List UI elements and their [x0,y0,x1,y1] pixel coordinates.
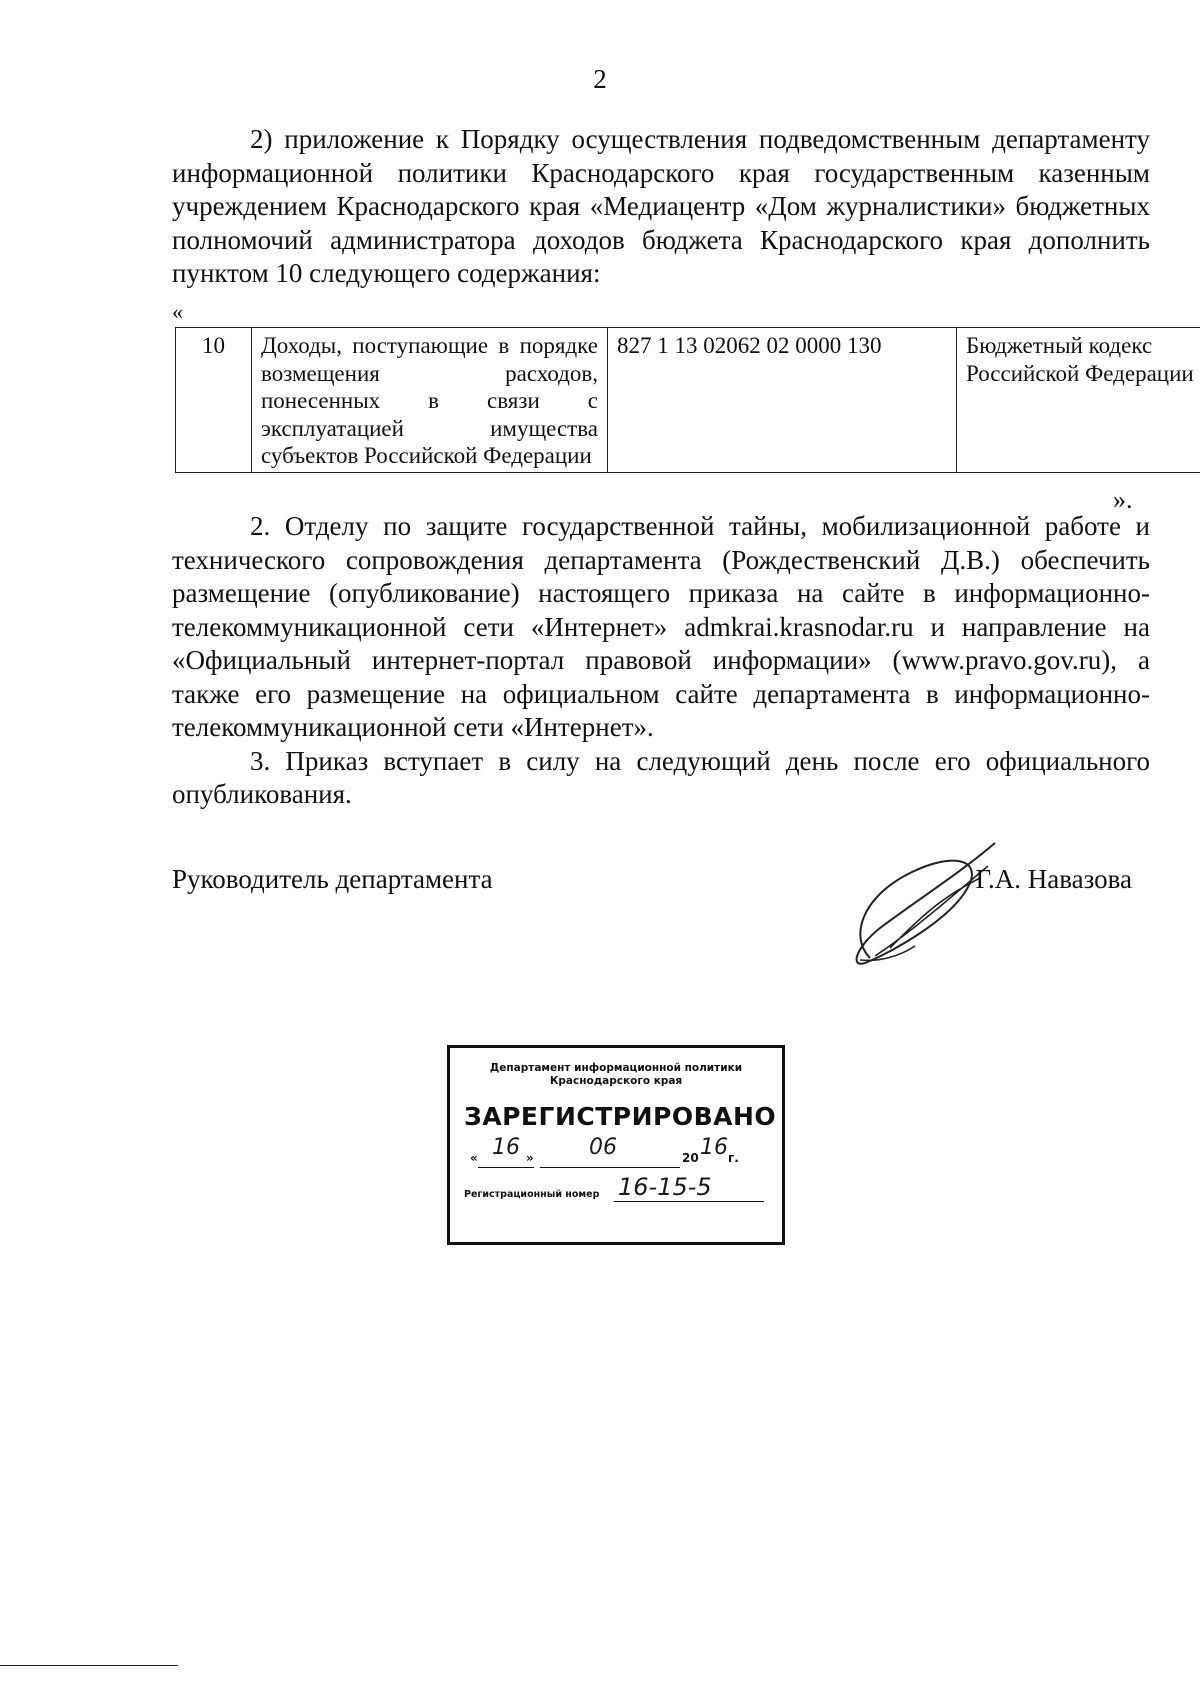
table-cell-legal-basis: Бюджетный кодекс Российской Федерации [957,328,1200,473]
registration-stamp [447,1045,785,1245]
amendment-intro: 2) приложение к Порядку осуществления подведомственным департаменту информационной политики Краснодарского края государственным казенным учреждением Краснодарского края «Медиацентр «Дом журналистики» бюджетных полномочий администратора доходов бюджета Краснодарского края дополнить пунктом 10 следующего содержания: [172,124,1150,288]
stamp-day: 16 [492,1135,520,1160]
clause-3: 3. Приказ вступает в силу на следующий день после его официального опубликования. [172,745,1150,809]
stamp-year: 16 [700,1135,728,1160]
stamp-date-mid: » [526,1151,534,1165]
stamp-org: Департамент информационной политики Краснодарского края [489,1062,743,1087]
amendment-table [175,327,1200,473]
signer-title: Руководитель департамента [172,864,493,894]
stamp-month-line [540,1167,680,1168]
stamp-year-suffix: г. [728,1151,739,1165]
table-cell-budget-code: 827 1 13 02062 02 0000 130 [608,328,957,473]
handwritten-signature [830,838,1000,968]
page-number: 2 [593,64,607,94]
stamp-date [464,1137,768,1171]
clauses-block [172,510,1150,812]
stamp-reg-label: Регистрационный номер [464,1189,600,1200]
open-quote: « [172,299,183,324]
footnote-rule [0,1665,178,1666]
stamp-day-line [478,1167,534,1168]
stamp-year-prefix: 20 [682,1151,699,1165]
table-cell-number: 10 [176,328,252,473]
amendment-intro-block [172,123,1150,291]
stamp-reg-number: 16-15-5 [618,1173,712,1201]
stamp-month: 06 [589,1135,617,1160]
signer-name: Г.А. Навазова [975,864,1132,894]
table-row [176,328,1200,473]
stamp-reg-line [614,1201,764,1202]
table-cell-income-name: Доходы, поступающие в порядке возмещения расходов, понесенных в связи с эксплуатацией имущества субъектов Российской Федерации [252,328,608,473]
stamp-date-open: « [470,1151,478,1165]
close-quote: ». [1113,485,1133,514]
clause-2: 2. Отделу по защите государственной тайны, мобилизационной работе и технического сопровождения департамента (Рождественский Д.В.) обеспечить размещение (опубликование) настоящего приказа на сайте в информационно-телекоммуникационной сети «Интернет» admkrai.krasnodar.ru и направление на «Официальный интернет-портал правовой информации» (www.pravo.gov.ru), а также его размещение на официальном сайте департамента в информационно-телекоммуникационной сети «Интернет». [172,511,1150,742]
stamp-status: ЗАРЕГИСТРИРОВАНО [464,1102,777,1131]
stamp-registration [464,1171,768,1207]
